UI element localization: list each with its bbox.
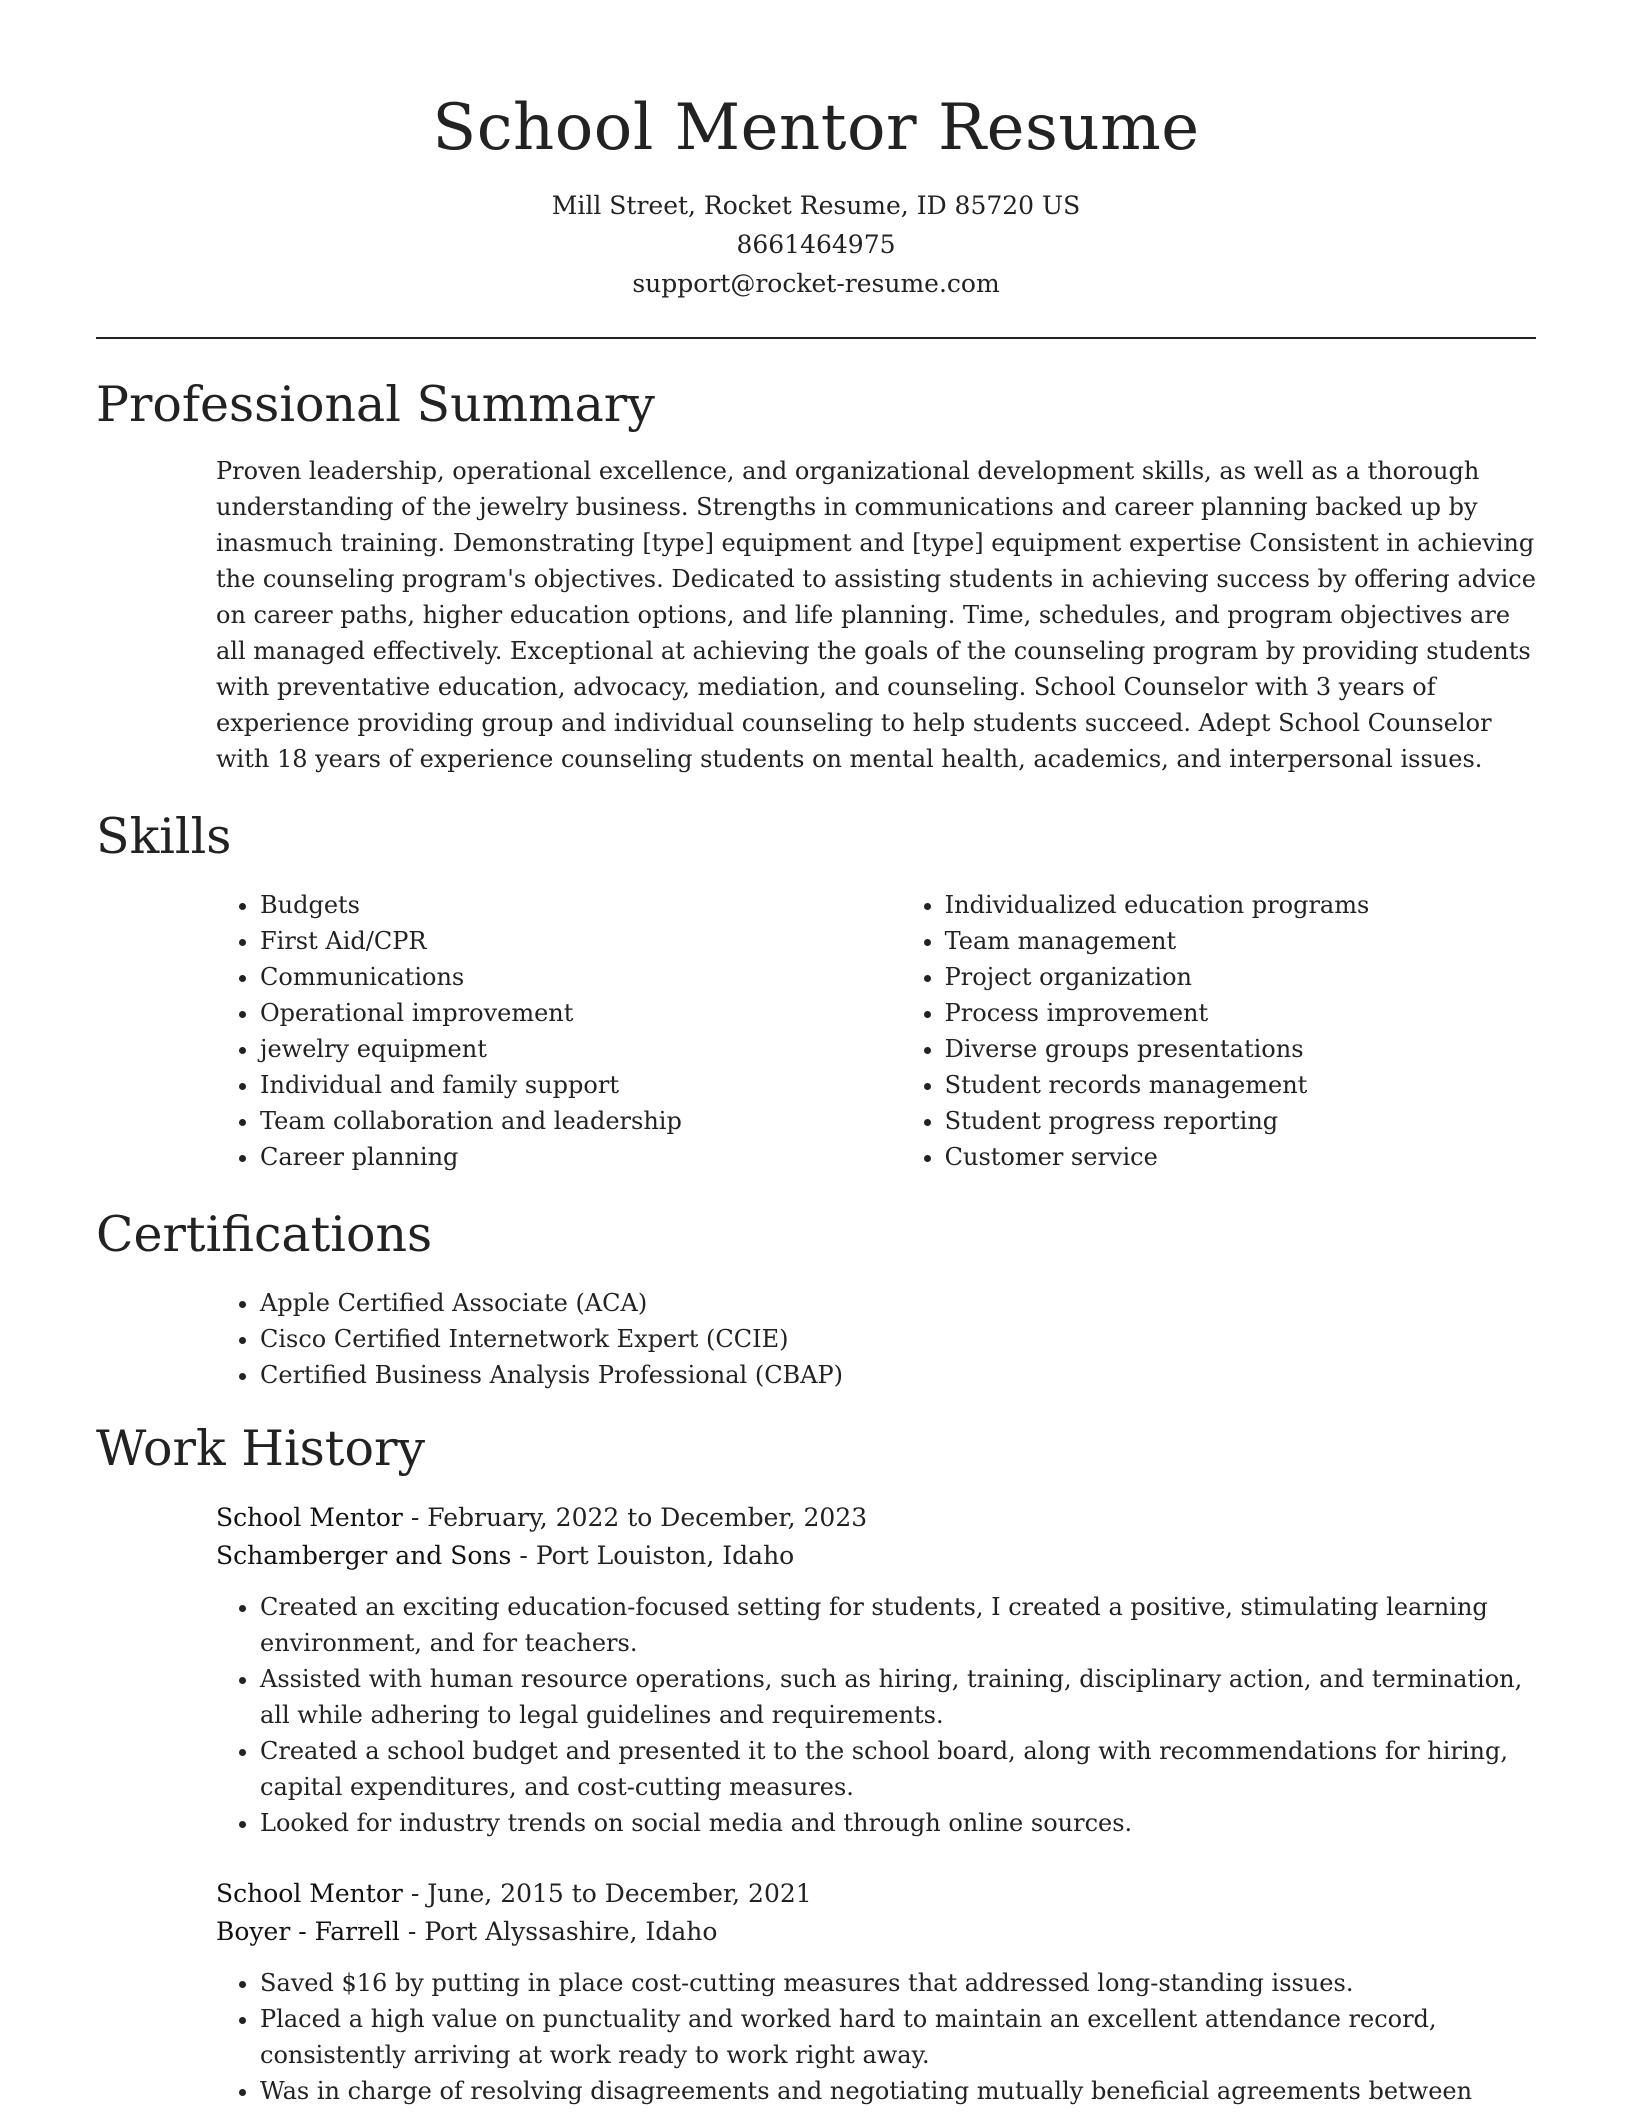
job-entry	[216, 1875, 1536, 2109]
contact-address: Mill Street, Rocket Resume, ID 85720 US	[551, 191, 1081, 220]
resume-title: School Mentor Resume	[432, 91, 1200, 165]
resume-page	[96, 0, 1536, 2109]
skill-item: • Project organization	[945, 959, 1536, 995]
job-location: Port Louiston, Idaho	[535, 1541, 795, 1570]
header-divider	[96, 337, 1536, 339]
work-history-heading: Work History	[96, 1420, 426, 1477]
skills-list-left	[216, 887, 901, 1175]
contact-email: support@rocket-resume.com	[632, 269, 1000, 298]
resume-header	[96, 90, 1536, 339]
job-bullet: • Created a school budget and presented it to the school board, along with recommendations for hiring, capital expenditures, and cost-cutting measures.	[260, 1733, 1536, 1805]
job-company-line	[216, 1913, 1536, 1951]
skill-item: • Process improvement	[945, 995, 1536, 1031]
job-location: Port Alyssashire, Idaho	[424, 1917, 718, 1946]
skill-item: • Team collaboration and leadership	[260, 1103, 901, 1139]
job-company: Schamberger and Sons	[216, 1541, 512, 1570]
skill-item: • Career planning	[260, 1139, 901, 1175]
certification-item: • Cisco Certified Internetwork Expert (CCIE)	[260, 1321, 1536, 1357]
job-title-line	[216, 1875, 1536, 1913]
job-separator: -	[407, 1917, 417, 1946]
job-separator: -	[410, 1503, 420, 1532]
certifications-list	[216, 1285, 1536, 1393]
job-title: School Mentor	[216, 1503, 403, 1532]
skill-item: • Diverse groups presentations	[945, 1031, 1536, 1067]
job-bullet: • Assisted with human resource operations, such as hiring, training, disciplinary action, and termination, all while adhering to legal guidelines and requirements.	[260, 1661, 1536, 1733]
skills-list-right	[901, 887, 1536, 1175]
job-title-line	[216, 1499, 1536, 1537]
skill-item: • Student progress reporting	[945, 1103, 1536, 1139]
skills-heading: Skills	[96, 808, 232, 865]
job-bullet: • Placed a high value on punctuality and worked hard to maintain an excellent attendance record, consistently arriving at work ready to work right away.	[260, 2001, 1536, 2073]
job-bullet: • Looked for industry trends on social media and through online sources.	[260, 1805, 1536, 1841]
certifications-section	[96, 1205, 1536, 1393]
certification-item: • Apple Certified Associate (ACA)	[260, 1285, 1536, 1321]
skill-item: • Budgets	[260, 887, 901, 923]
job-title: School Mentor	[216, 1879, 403, 1908]
contact-phone: 8661464975	[736, 230, 896, 259]
job-bullet: • Saved $16 by putting in place cost-cutting measures that addressed long-standing issues.	[260, 1965, 1536, 2001]
job-separator: -	[410, 1879, 420, 1908]
skill-item: • Operational improvement	[260, 995, 901, 1031]
contact-block	[96, 186, 1536, 303]
certification-item: • Certified Business Analysis Professional (CBAP)	[260, 1357, 1536, 1393]
professional-summary-section	[96, 375, 1536, 777]
job-bullet: • Was in charge of resolving disagreements and negotiating mutually beneficial agreements between	[260, 2073, 1536, 2109]
job-dates: February, 2022 to December, 2023	[427, 1503, 868, 1532]
job-bullet-list	[216, 1965, 1536, 2109]
job-bullet: • Created an exciting education-focused setting for students, I created a positive, stimulating learning environment, and for teachers.	[260, 1589, 1536, 1661]
skill-item: • Team management	[945, 923, 1536, 959]
job-separator: -	[519, 1541, 528, 1570]
job-dates: June, 2015 to December, 2021	[427, 1879, 812, 1908]
job-entry	[216, 1499, 1536, 1841]
skills-section	[96, 807, 1536, 1175]
job-bullet-list	[216, 1589, 1536, 1841]
certifications-heading: Certifications	[96, 1206, 433, 1263]
skill-item: • Student records management	[945, 1067, 1536, 1103]
skills-columns	[216, 887, 1536, 1175]
job-company: Boyer - Farrell	[216, 1917, 400, 1946]
job-company-line	[216, 1537, 1536, 1575]
skill-item: • First Aid/CPR	[260, 923, 901, 959]
professional-summary-text: Proven leadership, operational excellence, and organizational development skills, as well as a thorough understanding of the jewelry business. Strengths in communications and career planning backed up by inasmuch training. Demonstrating [type] equipment and [type] equipment expertise Consistent in achieving the counseling program's objectives. Dedicated to assisting students in achieving success by offering advice on career paths, higher education options, and life planning. Time, schedules, and program objectives are all managed effectively. Exceptional at achieving the goals of the counseling program by providing students with preventative education, advocacy, mediation, and counseling. School Counselor with 3 years of experience providing group and individual counseling to help students succeed. Adept School Counselor with 18 years of experience counseling students on mental health, academics, and interpersonal issues.	[216, 457, 1536, 773]
skill-item: • Individual and family support	[260, 1067, 901, 1103]
work-history-section	[96, 1419, 1536, 2109]
skill-item: • jewelry equipment	[260, 1031, 901, 1067]
skill-item: • Customer service	[945, 1139, 1536, 1175]
skill-item: • Individualized education programs	[945, 887, 1536, 923]
skill-item: • Communications	[260, 959, 901, 995]
professional-summary-heading: Professional Summary	[96, 376, 655, 433]
